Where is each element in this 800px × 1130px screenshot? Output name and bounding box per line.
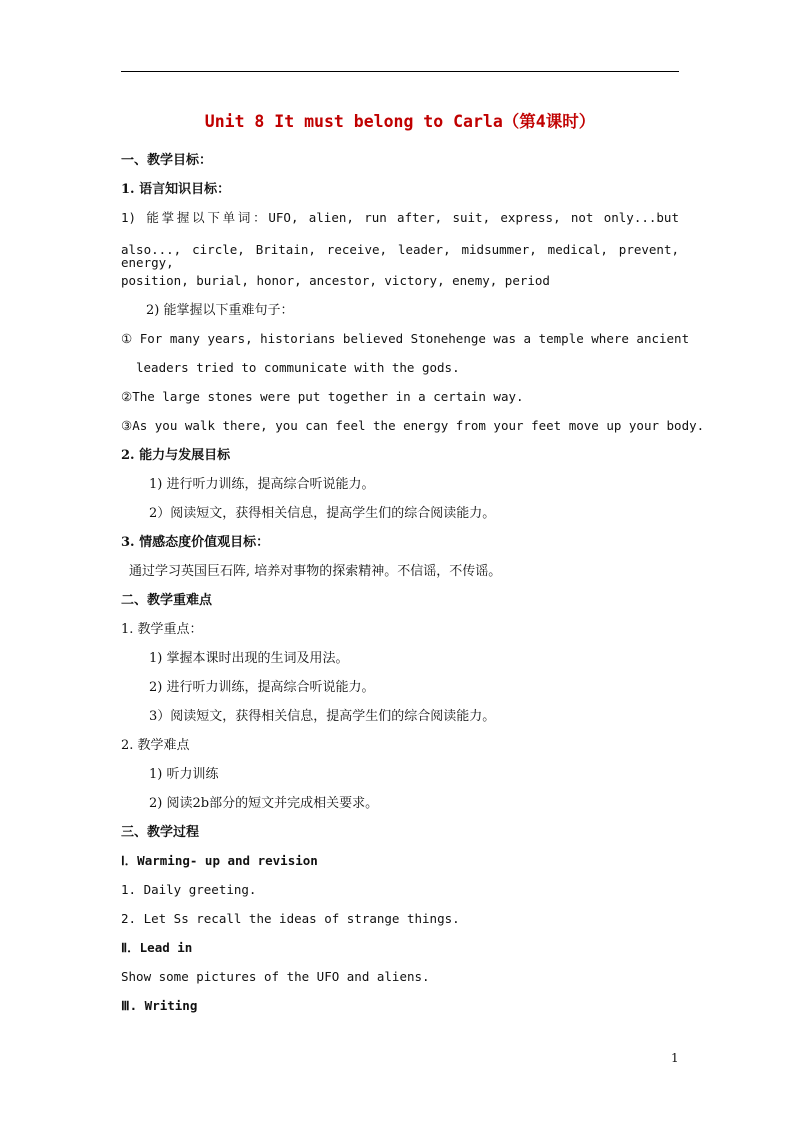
- vocab-line-3: position, burial, honor, ancestor, victory, enemy, period: [121, 273, 550, 288]
- ability-goal-1: 1) 进行听力训练，提高综合听说能力。: [149, 477, 375, 492]
- ability-goal-2: 2）阅读短文，获得相关信息，提高学生们的综合阅读能力。: [149, 506, 496, 521]
- step-warming-up-item-2: 2. Let Ss recall the ideas of strange things.: [121, 911, 460, 926]
- page-number: 1: [671, 1051, 679, 1065]
- document-title: Unit 8 It must belong to Carla（第4课时）: [204, 112, 596, 131]
- step-lead-in-text: Show some pictures of the UFO and aliens.: [121, 969, 430, 984]
- subheading-emotion-goals: 3. 情感态度价值观目标：: [121, 535, 270, 550]
- sentence-1-line-2: leaders tried to communicate with the gods.: [136, 360, 460, 375]
- vocab-line-2: also..., circle, Britain, receive, leader, midsummer, medical, prevent, energy,: [121, 242, 679, 270]
- sentence-2: ②The large stones were put together in a certain way.: [121, 389, 524, 404]
- header-rule: [121, 71, 679, 72]
- section-heading-objectives: 一、教学目标：: [121, 153, 213, 168]
- difficult-points-label: 2. 教学难点: [121, 738, 190, 753]
- key-point-3: 3）阅读短文，获得相关信息，提高学生们的综合阅读能力。: [149, 709, 496, 724]
- step-warming-up-heading: Ⅰ．Warming- up and revision: [121, 853, 318, 868]
- difficult-point-2: 2) 阅读2b部分的短文并完成相关要求。: [149, 796, 379, 811]
- key-points-label: 1. 教学重点：: [121, 622, 203, 637]
- step-lead-in-heading: Ⅱ．Lead in: [121, 940, 193, 955]
- difficult-point-1: 1) 听力训练: [149, 767, 219, 782]
- step-warming-up-item-1: 1. Daily greeting.: [121, 882, 257, 897]
- key-point-2: 2) 进行听力训练，提高综合听说能力。: [149, 680, 375, 695]
- subheading-language-knowledge: 1. 语言知识目标：: [121, 182, 231, 197]
- key-point-1: 1) 掌握本课时出现的生词及用法。: [149, 651, 349, 666]
- section-heading-process: 三、教学过程: [121, 825, 200, 840]
- vocab-line-1: 1) 能掌握以下单词：UFO, alien, run after, suit, express, not only...but: [121, 210, 679, 225]
- subheading-ability-goals: 2. 能力与发展目标: [121, 448, 231, 463]
- emotion-goal-text: 通过学习英国巨石阵, 培养对事物的探索精神。不信谣，不传谣。: [129, 564, 502, 579]
- key-sentences-label: 2) 能掌握以下重难句子：: [146, 303, 294, 318]
- sentence-3: ③As you walk there, you can feel the energy from your feet move up your body.: [121, 418, 705, 433]
- step-writing-heading: Ⅲ. Writing: [121, 998, 198, 1013]
- section-heading-key-difficult: 二、教学重难点: [121, 593, 213, 608]
- sentence-1-line-1: ① For many years, historians believed Stonehenge was a temple where ancient: [121, 331, 690, 346]
